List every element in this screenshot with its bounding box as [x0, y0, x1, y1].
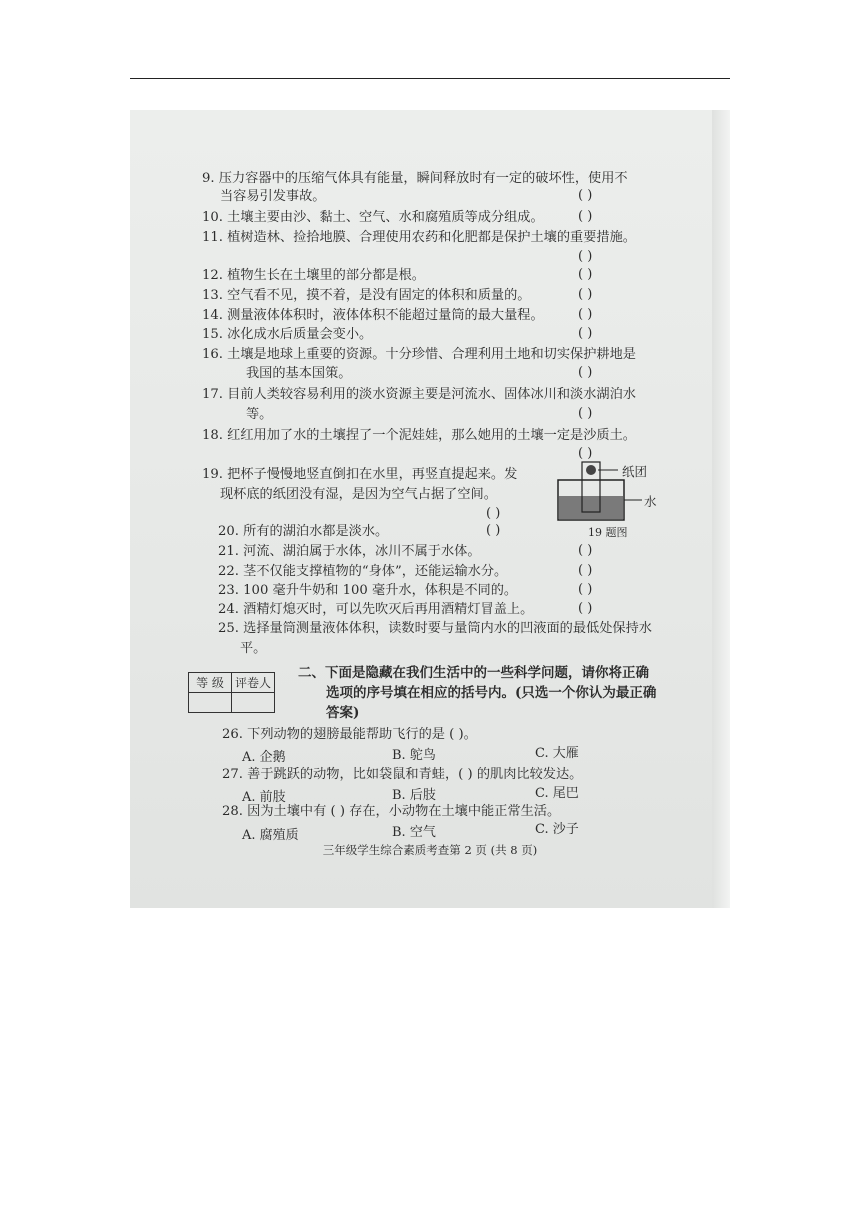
q26-option-c: C. 大雁 [535, 746, 579, 761]
section-2-title-line1: 二、下面是隐藏在我们生活中的一些科学问题，请你将正确 [298, 665, 649, 681]
question-19-line1: 19. 把杯子慢慢地竖直倒扣在水里，再竖直提起来。发 [202, 467, 518, 482]
figure-label-paper: 纸团 [622, 464, 648, 479]
question-25-line2: 平。 [240, 641, 267, 656]
question-19-line2: 现杯底的纸团没有湿，是因为空气占据了空间。 [220, 487, 497, 502]
q28-option-b: B. 空气 [392, 825, 436, 840]
answer-paren-23[interactable]: ( ) [578, 582, 593, 597]
answer-paren-22[interactable]: ( ) [578, 563, 593, 578]
grade-table [188, 672, 275, 713]
answer-paren-16[interactable]: ( ) [578, 365, 593, 380]
question-27: 27. 善于跳跃的动物，比如袋鼠和青蛙，( ) 的肌肉比较发达。 [222, 767, 583, 782]
answer-paren-24[interactable]: ( ) [578, 601, 593, 616]
question-9-line2: 当容易引发事故。 [220, 189, 326, 204]
question-25-line1: 25. 选择量筒测量液体体积，读数时要与量筒内水的凹液面的最低处保持水 [218, 621, 652, 636]
page-edge [712, 110, 730, 908]
question-11: 11. 植树造林、捡拾地膜、合理使用农药和化肥都是保护土壤的重要措施。 [202, 230, 636, 245]
q28-option-c: C. 沙子 [535, 822, 579, 837]
question-17-line2: 等。 [246, 407, 273, 422]
answer-paren-10[interactable]: ( ) [578, 209, 593, 224]
top-rule [130, 78, 730, 79]
question-18: 18. 红红用加了水的土壤捏了一个泥娃娃，那么她用的土壤一定是沙质土。 [202, 428, 636, 443]
question-10: 10. 土壤主要由沙、黏土、空气、水和腐殖质等成分组成。 [202, 210, 544, 225]
section-2-title-line2: 选项的序号填在相应的括号内。(只选一个你认为最正确 [326, 685, 657, 701]
question-9-line1: 9. 压力容器中的压缩气体具有能量，瞬间释放时有一定的破坏性，使用不 [202, 171, 628, 186]
question-21: 21. 河流、湖泊属于水体，冰川不属于水体。 [218, 544, 481, 559]
q26-option-b: B. 鸵鸟 [392, 748, 436, 763]
answer-paren-14[interactable]: ( ) [578, 307, 593, 322]
q27-option-a: A. 前肢 [242, 790, 286, 805]
figure-label-water: 水 [644, 494, 657, 509]
answer-paren-17[interactable]: ( ) [578, 406, 593, 421]
q28-option-a: A. 腐殖质 [242, 828, 299, 843]
answer-paren-15[interactable]: ( ) [578, 326, 593, 341]
question-22: 22. 茎不仅能支撑植物的“身体”，还能运输水分。 [218, 564, 508, 579]
question-23: 23. 100 毫升牛奶和 100 毫升水，体积是不同的。 [218, 583, 518, 598]
question-15: 15. 冰化成水后质量会变小。 [202, 327, 373, 342]
answer-paren-19[interactable]: ( ) [486, 506, 501, 521]
answer-paren-20[interactable]: ( ) [486, 523, 501, 538]
q27-option-b: B. 后肢 [392, 788, 436, 803]
q26-option-a: A. 企鹅 [242, 750, 286, 765]
answer-paren-13[interactable]: ( ) [578, 287, 593, 302]
question-13: 13. 空气看不见，摸不着，是没有固定的体积和质量的。 [202, 288, 531, 303]
page-footer: 三年级学生综合素质考查第 2 页 (共 8 页) [322, 843, 538, 857]
question-16-line2: 我国的基本国策。 [246, 366, 352, 381]
grader-cell[interactable] [232, 693, 275, 713]
q27-option-c: C. 尾巴 [535, 786, 579, 801]
question-12: 12. 植物生长在土壤里的部分都是根。 [202, 268, 425, 283]
question-26: 26. 下列动物的翅膀最能帮助飞行的是 ( )。 [222, 727, 477, 742]
section-2-title-line3: 答案) [326, 705, 360, 721]
answer-paren-12[interactable]: ( ) [578, 267, 593, 282]
question-17-line1: 17. 目前人类较容易利用的淡水资源主要是河流水、固体冰川和淡水湖泊水 [202, 387, 636, 402]
question-20: 20. 所有的湖泊水都是淡水。 [218, 524, 389, 539]
question-16-line1: 16. 土壤是地球上重要的资源。十分珍惜、合理利用土地和切实保护耕地是 [202, 347, 636, 362]
figure-caption: 19 题图 [588, 526, 628, 539]
answer-paren-11[interactable]: ( ) [578, 249, 593, 264]
question-28: 28. 因为土壤中有 ( ) 存在，小动物在土壤中能正常生活。 [222, 804, 561, 819]
grader-header: 评卷人 [232, 673, 275, 693]
figure-19 [554, 458, 674, 542]
question-24: 24. 酒精灯熄灭时，可以先吹灭后再用酒精灯冒盖上。 [218, 602, 534, 617]
answer-paren-18[interactable]: ( ) [578, 446, 593, 461]
answer-paren-21[interactable]: ( ) [578, 543, 593, 558]
question-14: 14. 测量液体体积时，液体体积不能超过量筒的最大量程。 [202, 308, 544, 323]
grade-header: 等 级 [189, 673, 232, 693]
answer-paren-9[interactable]: ( ) [578, 188, 593, 203]
grade-cell[interactable] [189, 693, 232, 713]
scanned-page-photo [130, 110, 730, 908]
